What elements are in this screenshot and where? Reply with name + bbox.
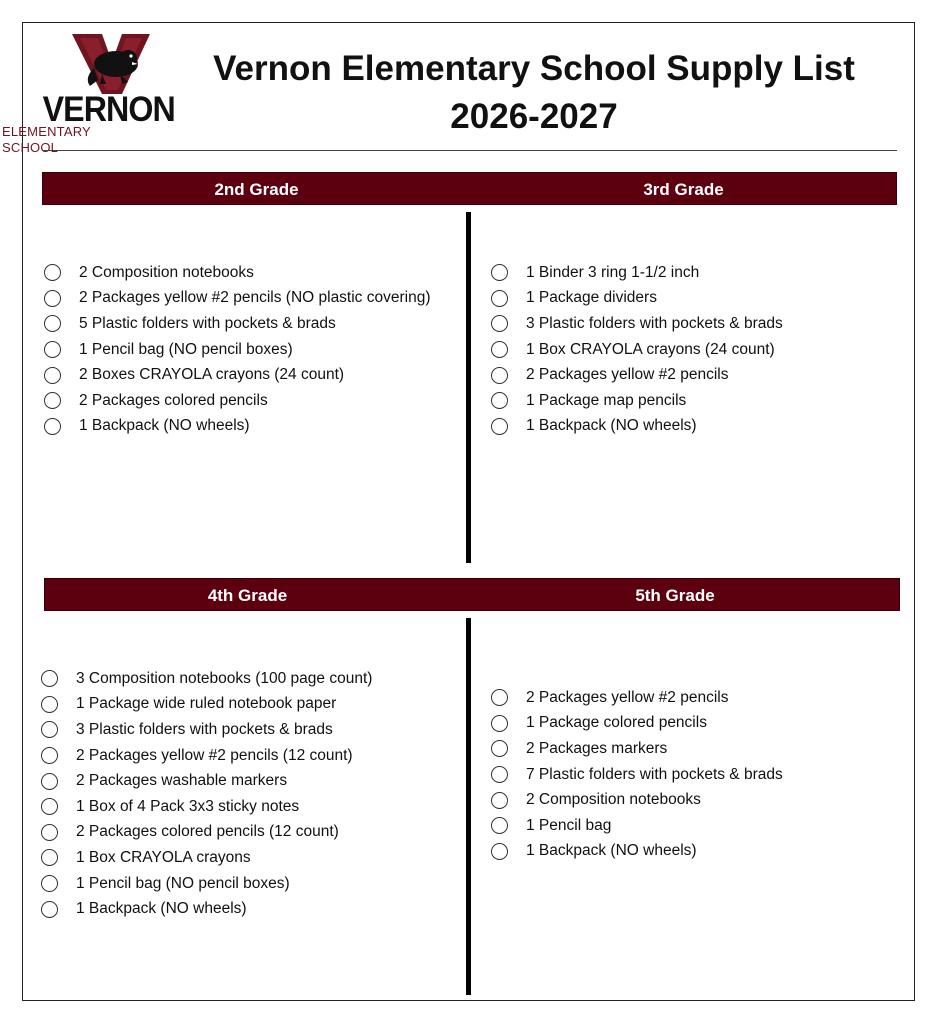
supply-item-label: 1 Pencil bag [526, 816, 612, 834]
page-title [190, 45, 878, 141]
supply-item[interactable] [491, 787, 783, 813]
supply-item[interactable] [41, 666, 372, 692]
checkbox-circle-icon[interactable] [44, 367, 61, 384]
supply-item-label: 7 Plastic folders with pockets & brads [526, 765, 783, 783]
supply-item-label: 1 Box CRAYOLA crayons (24 count) [526, 340, 775, 358]
supply-item-label: 1 Box CRAYOLA crayons [76, 848, 251, 866]
checkbox-circle-icon[interactable] [44, 341, 61, 358]
supply-item[interactable] [491, 685, 783, 711]
checkbox-circle-icon[interactable] [41, 875, 58, 892]
grade-heading-3rd: 3rd Grade [643, 180, 724, 199]
supply-item-label: 2 Packages yellow #2 pencils (12 count) [76, 746, 353, 764]
supply-item[interactable] [44, 286, 431, 312]
column-divider-bottom [466, 618, 471, 995]
supply-item[interactable] [491, 414, 783, 440]
checkbox-circle-icon[interactable] [41, 747, 58, 764]
checkbox-circle-icon[interactable] [491, 817, 508, 834]
checkbox-circle-icon[interactable] [491, 290, 508, 307]
checkbox-circle-icon[interactable] [44, 290, 61, 307]
grade-heading-2nd: 2nd Grade [214, 180, 299, 199]
checkbox-circle-icon[interactable] [491, 766, 508, 783]
supply-item-label: 2 Packages markers [526, 739, 668, 757]
checkbox-circle-icon[interactable] [491, 418, 508, 435]
grade-heading-4th: 4th Grade [207, 586, 288, 605]
grade-heading-5th: 5th Grade [635, 586, 715, 605]
supply-item[interactable] [44, 414, 431, 440]
checkbox-circle-icon[interactable] [41, 824, 58, 841]
supply-item[interactable] [41, 871, 372, 897]
supply-list-5th [491, 685, 783, 864]
checkbox-circle-icon[interactable] [491, 392, 508, 409]
supply-item[interactable] [44, 362, 431, 388]
checkbox-circle-icon[interactable] [41, 721, 58, 738]
logo-wordmark: VERNON [42, 90, 175, 129]
supply-item[interactable] [44, 260, 431, 286]
checkbox-circle-icon[interactable] [491, 341, 508, 358]
supply-item[interactable] [44, 337, 431, 363]
checkbox-circle-icon[interactable] [44, 315, 61, 332]
logo-subtitle: ELEMENTARY SCHOOL [2, 124, 91, 155]
supply-item-label: 3 Composition notebooks (100 page count) [76, 669, 373, 687]
supply-item[interactable] [41, 896, 372, 922]
supply-item-label: 2 Packages yellow #2 pencils [526, 366, 729, 384]
checkbox-circle-icon[interactable] [491, 367, 508, 384]
checkbox-circle-icon[interactable] [491, 740, 508, 757]
grade-band-bottom [44, 578, 900, 611]
supply-item-label: 1 Pencil bag (NO pencil boxes) [76, 874, 290, 892]
supply-item-label: 1 Backpack (NO wheels) [79, 417, 250, 435]
supply-item[interactable] [491, 736, 783, 762]
checkbox-circle-icon[interactable] [41, 849, 58, 866]
supply-item-label: 2 Packages yellow #2 pencils [526, 688, 729, 706]
supply-item[interactable] [491, 839, 783, 865]
supply-item-label: 2 Packages colored pencils [79, 391, 268, 409]
supply-item-label: 1 Backpack (NO wheels) [526, 417, 697, 435]
supply-item[interactable] [41, 717, 372, 743]
supply-item-label: 3 Plastic folders with pockets & brads [526, 314, 783, 332]
supply-item[interactable] [44, 311, 431, 337]
supply-item-label: 3 Plastic folders with pockets & brads [76, 720, 333, 738]
header-rule [42, 150, 897, 151]
checkbox-circle-icon[interactable] [44, 392, 61, 409]
checkbox-circle-icon[interactable] [491, 264, 508, 281]
supply-item-label: 2 Packages yellow #2 pencils (NO plastic covering) [79, 289, 431, 307]
supply-list-3rd [491, 260, 783, 439]
supply-item[interactable] [491, 762, 783, 788]
checkbox-circle-icon[interactable] [491, 315, 508, 332]
checkbox-circle-icon[interactable] [41, 773, 58, 790]
checkbox-circle-icon[interactable] [491, 715, 508, 732]
supply-item[interactable] [41, 743, 372, 769]
checkbox-circle-icon[interactable] [44, 264, 61, 281]
checkbox-circle-icon[interactable] [491, 689, 508, 706]
supply-item-label: 1 Package wide ruled notebook paper [76, 695, 337, 713]
supply-item[interactable] [41, 845, 372, 871]
supply-list-2nd [44, 260, 431, 439]
checkbox-circle-icon[interactable] [41, 696, 58, 713]
supply-item[interactable] [491, 711, 783, 737]
supply-item[interactable] [44, 388, 431, 414]
supply-item-label: 1 Package dividers [526, 289, 657, 307]
supply-item[interactable] [491, 362, 783, 388]
supply-item-label: 1 Binder 3 ring 1-1/2 inch [526, 263, 700, 281]
supply-item[interactable] [491, 813, 783, 839]
supply-item[interactable] [41, 820, 372, 846]
checkbox-circle-icon[interactable] [41, 901, 58, 918]
supply-list-4th [41, 666, 372, 922]
supply-item-label: 2 Packages colored pencils (12 count) [76, 823, 339, 841]
title-line-1: Vernon Elementary School Supply List [213, 49, 855, 88]
panther-v-emblem [72, 34, 152, 94]
supply-item[interactable] [41, 794, 372, 820]
checkbox-circle-icon[interactable] [491, 843, 508, 860]
supply-item-label: 1 Backpack (NO wheels) [526, 842, 697, 860]
checkbox-circle-icon[interactable] [41, 798, 58, 815]
supply-item-label: 1 Package colored pencils [526, 714, 707, 732]
supply-item-label: 2 Composition notebooks [526, 791, 701, 809]
supply-item[interactable] [491, 286, 783, 312]
checkbox-circle-icon[interactable] [44, 418, 61, 435]
supply-item-label: 1 Backpack (NO wheels) [76, 900, 247, 918]
supply-item[interactable] [491, 311, 783, 337]
grade-band-top [42, 172, 897, 205]
supply-item-label: 5 Plastic folders with pockets & brads [79, 314, 336, 332]
column-divider-top [466, 212, 471, 563]
supply-item[interactable] [491, 337, 783, 363]
supply-item[interactable] [491, 260, 783, 286]
supply-item-label: 1 Package map pencils [526, 391, 687, 409]
supply-item-label: 1 Box of 4 Pack 3x3 sticky notes [76, 797, 300, 815]
supply-item-label: 2 Packages washable markers [76, 772, 288, 790]
supply-item-label: 1 Pencil bag (NO pencil boxes) [79, 340, 293, 358]
supply-item-label: 2 Boxes CRAYOLA crayons (24 count) [79, 366, 345, 384]
supply-item[interactable] [491, 388, 783, 414]
title-line-2: 2026-2027 [450, 97, 618, 136]
supply-item[interactable] [41, 768, 372, 794]
supply-item-label: 2 Composition notebooks [79, 263, 254, 281]
supply-item[interactable] [41, 692, 372, 718]
checkbox-circle-icon[interactable] [491, 792, 508, 809]
checkbox-circle-icon[interactable] [41, 670, 58, 687]
